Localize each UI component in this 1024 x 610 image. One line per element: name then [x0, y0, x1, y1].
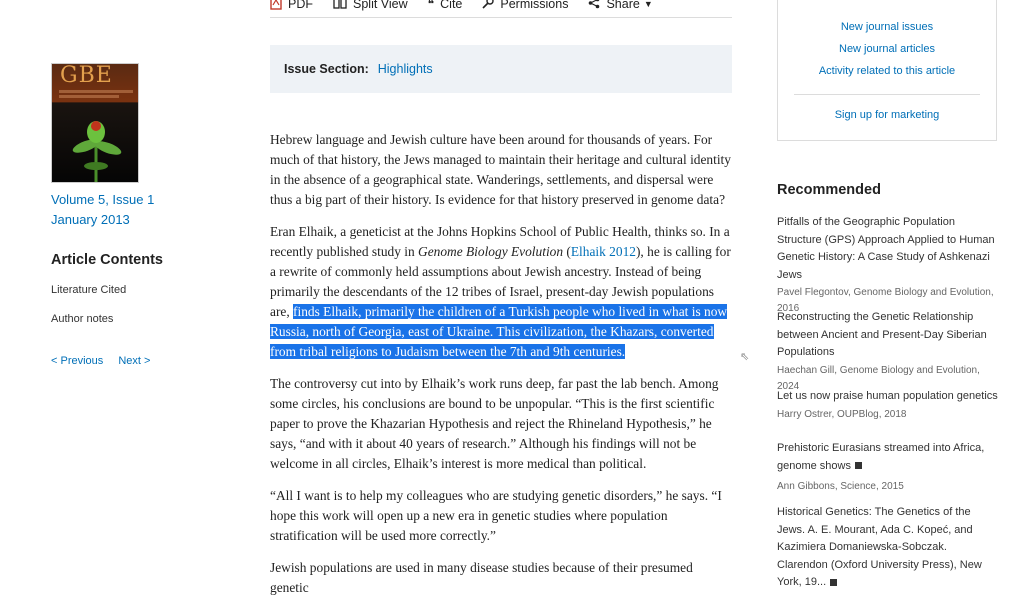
mouse-cursor-icon: ⇖ [740, 351, 750, 363]
share-button[interactable] [588, 0, 652, 12]
divider [794, 94, 980, 95]
contents-item-literature-cited[interactable]: Literature Cited [51, 284, 127, 296]
recommended-item-title[interactable] [777, 504, 999, 592]
external-access-icon [830, 579, 837, 586]
recommended-item-title-text: Prehistoric Eurasians streamed into Africa, genome shows [777, 442, 985, 472]
recommended-item-meta: Harry Ostrer, OUPBlog, 2018 [777, 408, 907, 420]
recommended-item-title[interactable]: Reconstructing the Genetic Relationship between Ancient and Present-Day Siberian Populations [777, 311, 987, 358]
permissions-label: Permissions [500, 0, 569, 11]
issue-section-box [270, 45, 732, 93]
email-alerts-box [777, 0, 997, 141]
recommended-heading: Recommended [777, 182, 881, 198]
split-view-icon [333, 0, 347, 12]
paragraph-text: Eran Elhaik, a geneticist at the Johns Hopkins School of Public Health, thinks so. In a recently published study in [270, 224, 730, 259]
pdf-button[interactable] [270, 0, 313, 13]
article-body [270, 130, 732, 610]
journal-cover-title: GBE [60, 63, 113, 88]
plant-icon [52, 102, 139, 183]
recommended-item[interactable] [777, 504, 999, 592]
selected-text[interactable]: finds Elhaik, primarily the children of a Turkish people who lived in what is now Russia, north of Georgia, east of Ukraine. This civilization, the Khazars, converted from tribal religions to Judaism between the 7th and 9th centuries. [270, 304, 728, 359]
issue-date-link[interactable]: January 2013 [51, 212, 130, 227]
key-icon [482, 0, 494, 12]
quote-icon: ❝ [427, 0, 435, 11]
split-view-button[interactable] [333, 0, 408, 12]
marketing-signup-link[interactable]: Sign up for marketing [834, 109, 940, 121]
recommended-item-title-text: Historical Genetics: The Genetics of the Jews. A. E. Mourant, Ada C. Kopeć, and Kazimiera Domaniewska-Sobczak. Clarendon (Oxford University Press), New York, 19... [777, 506, 982, 588]
next-link[interactable]: Next > [118, 355, 151, 367]
cover-decoration [59, 95, 119, 98]
alert-link-article-activity[interactable]: Activity related to this article [818, 65, 956, 77]
reference-link[interactable]: Elhaik 2012 [570, 244, 636, 259]
pdf-icon [270, 0, 282, 13]
cite-button[interactable] [428, 0, 463, 11]
contents-item-author-notes[interactable]: Author notes [51, 313, 114, 325]
volume-link[interactable]: Volume 5, Issue 1 [51, 192, 155, 207]
article-paragraph: The controversy cut into by Elhaik’s work runs deep, far past the lab bench. Among some circles, his conclusions are bound to be unpopular. “This is the first scientific paper to prove the Khazarian Hypothesis and reject the Rhineland Hypothesis,” he says, “and with it about 40 years of research.” Although his findings will not be welcome in all circles, Elhaik’s interest is more medical than political. [270, 376, 719, 471]
recommended-item[interactable] [777, 440, 999, 495]
split-view-label: Split View [353, 0, 408, 11]
cite-label: Cite [440, 0, 463, 11]
alert-link-new-issues[interactable]: New journal issues [840, 21, 934, 33]
recommended-item-meta: Ann Gibbons, Science, 2015 [777, 481, 904, 492]
previous-link[interactable]: < Previous [51, 355, 104, 367]
journal-name: Genome Biology Evolution [418, 244, 564, 259]
permissions-button[interactable] [482, 0, 568, 12]
article-pagination [51, 355, 162, 367]
journal-cover[interactable] [51, 63, 139, 183]
recommended-item[interactable] [777, 214, 999, 317]
article-contents-heading: Article Contents [51, 252, 163, 268]
recommended-item-meta: Pavel Flegontov, Genome Biology and Evolution, 2016 [777, 287, 994, 314]
article-paragraph: Jewish populations are used in many disease studies because of their presumed genetic [270, 560, 693, 595]
recommended-item-meta: Haechan Gill, Genome Biology and Evolution, 2024 [777, 364, 980, 392]
toolbar-divider [270, 17, 732, 18]
article-paragraph: Hebrew language and Jewish culture have been around for thousands of years. For much of that history, the Jews managed to maintain their heritage and cultural identity in the absence of a geographical state. Wanderings, settlements, and dispersal were thus a big part of their history. Is evidence for that history preserved in genome data? [270, 132, 731, 207]
share-icon [588, 0, 600, 12]
issue-info [51, 190, 154, 230]
issue-section-link[interactable]: Highlights [377, 62, 433, 76]
pdf-label: PDF [288, 0, 313, 11]
article-paragraph: “All I want is to help my colleagues who are studying genetic disorders,” he says. “I hope this work will open up a new era in genetic studies where population stratification will be used more correctly.” [270, 488, 722, 543]
recommended-item[interactable] [777, 309, 999, 395]
share-label: Share [606, 0, 640, 11]
article-paragraph [270, 222, 732, 362]
cover-decoration [59, 90, 133, 93]
recommended-item-title[interactable]: Pitfalls of the Geographic Population Structure (GPS) Approach Applied to Human Genetic History: A Case Study of Ashkenazi Jews [777, 216, 995, 281]
article-toolbar [270, 0, 732, 14]
recommended-item-title[interactable]: Let us now praise human population genetics [777, 390, 998, 402]
issue-section-label: Issue Section: [284, 62, 369, 76]
recommended-item-title[interactable] [777, 440, 999, 475]
external-access-icon [855, 462, 862, 469]
recommended-item[interactable] [777, 388, 999, 423]
chevron-down-icon: ▼ [643, 0, 653, 9]
paragraph-text: ), he is calling for a rewrite of commonly held assumptions about Jewish ancestry. Instead of being primarily the descendants of the 12 tribes of Israel, present-day Jewish populations are, [270, 244, 731, 319]
paragraph-text: ( [563, 244, 571, 259]
alert-link-new-articles[interactable]: New journal articles [839, 43, 935, 55]
